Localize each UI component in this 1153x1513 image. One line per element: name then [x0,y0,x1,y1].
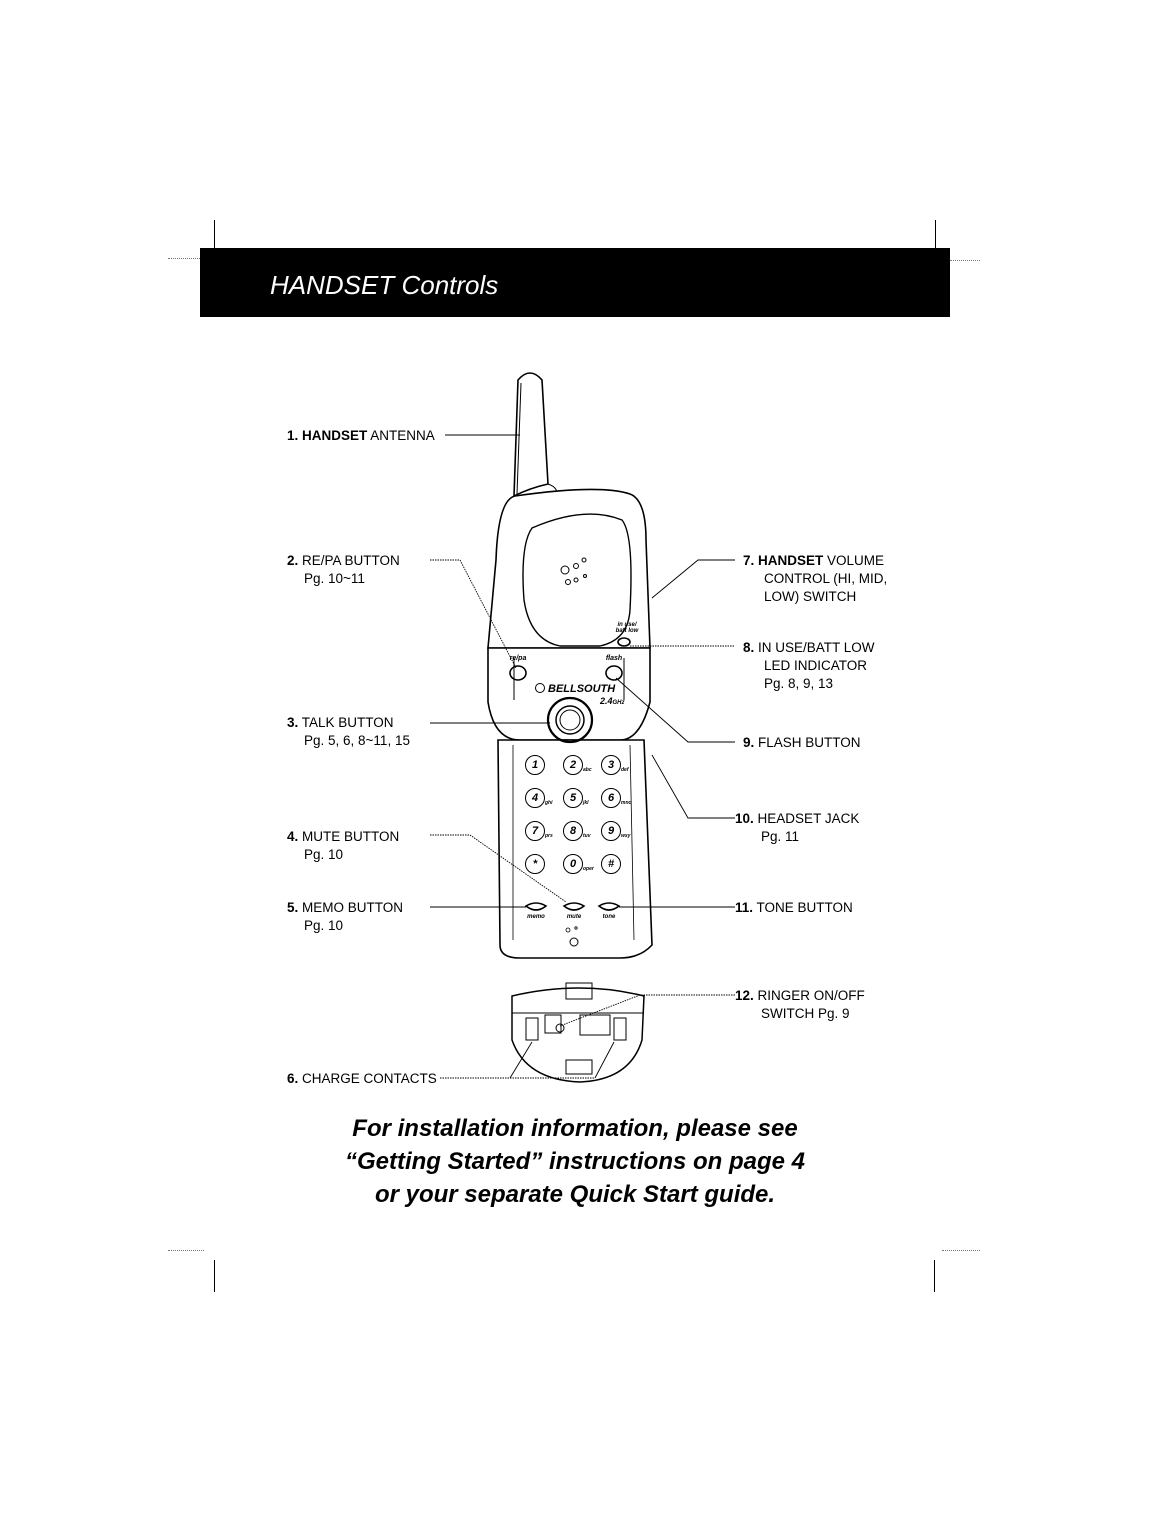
callout-text: FLASH BUTTON [758,735,861,750]
led-label-line2: batt low [615,628,639,634]
callout-number: 9. [743,735,755,750]
mute-button-label: mute [566,914,582,920]
keypad-key[interactable] [560,785,596,811]
frequency-badge [600,696,625,706]
callout-ringer-switch [735,987,865,1023]
keypad-key[interactable] [560,752,596,778]
keypad-key[interactable] [522,752,558,778]
callout-text: VOLUME [823,553,885,568]
callout-text: RE/PA BUTTON [302,553,400,568]
keypad-key[interactable] [598,851,634,877]
callout-tone [735,899,853,917]
memo-button[interactable] [524,914,548,920]
keypad-key-digit: 0 [563,854,583,874]
callout-page-ref: Pg. 10~11 [304,571,365,586]
callout-text: HEADSET JACK [757,811,860,826]
callout-number: 8. [743,640,755,655]
callout-page-ref: Pg. 5, 6, 8~11, 15 [304,733,410,748]
redial-button[interactable] [505,655,531,662]
bellsouth-logo-icon [535,683,545,693]
memo-button-label: memo [527,914,545,920]
keypad-key-letters: jkl [583,800,589,806]
keypad-key[interactable] [560,851,596,877]
tone-button[interactable] [597,914,621,920]
callout-text: MUTE BUTTON [302,829,400,844]
callout-page-ref: Pg. 10 [304,918,344,933]
keypad-key-letters: tuv [583,833,591,839]
callout-text: CHARGE CONTACTS [302,1071,437,1086]
brand-logo [535,683,615,695]
callout-headset-jack [735,810,859,846]
flash-button-label: flash [605,655,623,662]
keypad-key-digit: 4 [525,788,545,808]
keypad [522,752,634,882]
redial-button-label: re/pa [509,655,527,662]
keypad-key[interactable] [560,818,596,844]
keypad-key-letters: mno [621,800,632,806]
callout-mute [287,828,399,864]
callout-line2: LED INDICATOR [764,658,868,673]
led-label-line1: in use/ [617,622,637,628]
keypad-key-letters: abc [583,767,592,773]
callout-line2: CONTROL (HI, MID, [764,571,888,586]
keypad-key-digit: 2 [563,755,583,775]
keypad-key-digit: 8 [563,821,583,841]
page-title: HANDSET Controls [270,270,499,300]
callout-text: TONE BUTTON [756,900,853,915]
keypad-key-letters: ghi [545,800,553,806]
keypad-key[interactable] [598,752,634,778]
callout-text: TALK BUTTON [301,715,394,730]
callout-text: RINGER ON/OFF [757,988,865,1003]
callout-page-ref: Pg. 10 [304,847,344,862]
callout-talk [287,714,410,750]
keypad-key-digit: * [525,854,545,874]
frequency-unit: GHz [612,700,625,706]
callout-text: ANTENNA [367,428,435,443]
callout-bold: HANDSET [758,553,824,568]
callout-number: 2. [287,553,299,568]
charger-base [512,988,644,1082]
callout-led-indicator [743,639,875,693]
keypad-key-digit: 3 [601,755,621,775]
installation-note-line2: “Getting Started” instructions on page 4 [344,1148,806,1175]
callout-number: 7. [743,553,755,568]
callout-number: 11. [735,900,754,915]
callout-redial [287,552,400,588]
installation-note-line1: For installation information, please see [352,1115,798,1142]
keypad-key-digit: 9 [601,821,621,841]
callout-number: 5. [287,900,299,915]
callout-memo [287,899,403,935]
mute-button[interactable] [562,914,586,920]
keypad-key[interactable] [522,818,558,844]
callout-bold: HANDSET [302,428,368,443]
brand-name: BELLSOUTH [548,683,616,695]
keypad-key-digit: 6 [601,788,621,808]
keypad-key-digit: 1 [525,755,545,775]
keypad-key-digit: 5 [563,788,583,808]
keypad-key-letters: wxy [621,833,631,839]
keypad-key[interactable] [598,785,634,811]
keypad-key[interactable] [522,785,558,811]
frequency-value: 2.4 [600,696,613,706]
callout-text: IN USE/BATT LOW [758,640,875,655]
installation-note-line3: or your separate Quick Start guide. [374,1181,776,1208]
callout-line3: LOW) SWITCH [764,589,857,604]
callout-line2: SWITCH Pg. 9 [761,1006,850,1021]
keypad-key[interactable] [522,851,558,877]
callout-number: 3. [287,715,299,730]
callout-volume-switch [743,552,887,606]
keypad-key-digit: 7 [525,821,545,841]
keypad-key-digit: # [601,854,621,874]
tone-button-label: tone [602,914,616,920]
led-label [612,622,642,634]
installation-note [270,1112,880,1211]
flash-button[interactable] [601,655,627,662]
callout-charge-contacts [287,1070,437,1088]
callout-number: 4. [287,829,299,844]
callout-number: 1. [287,428,299,443]
callout-page-ref: Pg. 8, 9, 13 [764,676,834,691]
callout-number: 12. [735,988,754,1003]
callout-number: 10. [735,811,754,826]
callout-page-ref: Pg. 11 [761,829,800,844]
callout-flash [743,734,861,752]
callout-text: MEMO BUTTON [302,900,404,915]
keypad-key-letters: prs [545,833,553,839]
keypad-key-letters: def [621,767,629,773]
callout-antenna [287,427,435,445]
callout-number: 6. [287,1071,299,1086]
keypad-key[interactable] [598,818,634,844]
keypad-key-letters: oper [583,866,594,872]
